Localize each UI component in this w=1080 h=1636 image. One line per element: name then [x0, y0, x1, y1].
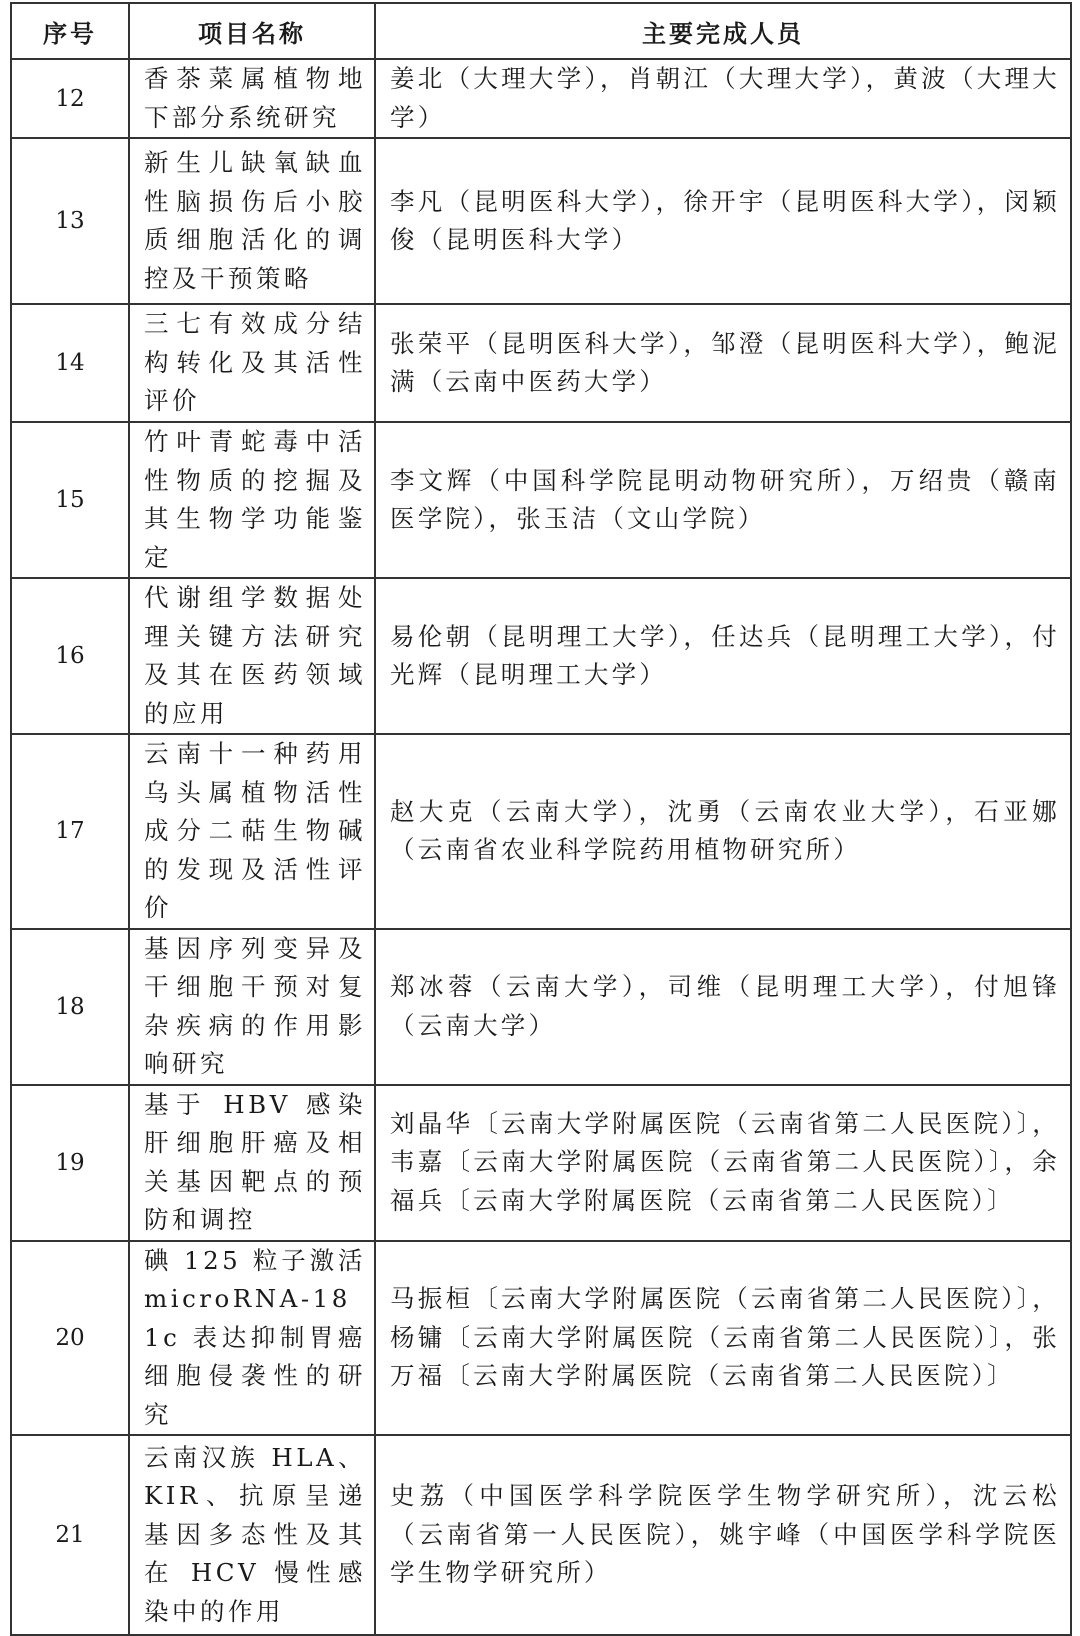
main-personnel: 易伦朝（昆明理工大学），任达兵（昆明理工大学），付光辉（昆明理工大学）	[390, 621, 1060, 689]
table-row	[11, 578, 1071, 734]
table-row	[11, 1085, 1071, 1241]
row-no: 18	[11, 929, 129, 1085]
table-row	[11, 422, 1071, 578]
header-name: 项目名称	[129, 3, 375, 59]
row-no: 14	[11, 304, 129, 422]
award-table	[10, 2, 1072, 1636]
project-name: 三七有效成分结构转化及其活性评价	[144, 309, 366, 416]
project-name: 基于 HBV 感染肝细胞肝癌及相关基因靶点的预防和调控	[144, 1089, 366, 1234]
table-row	[11, 304, 1071, 422]
project-name: 新生儿缺氧缺血性脑损伤后小胶质细胞活化的调控及干预策略	[144, 148, 366, 293]
main-personnel: 郑冰蓉（云南大学），司维（昆明理工大学），付旭锋（云南大学）	[390, 972, 1060, 1040]
table-row	[11, 734, 1071, 929]
main-personnel: 刘晶华〔云南大学附属医院（云南省第二人民医院）〕，韦嘉〔云南大学附属医院（云南省第二人民医院）〕，余福兵〔云南大学附属医院（云南省第二人民医院）〕	[390, 1108, 1060, 1215]
project-name: 代谢组学数据处理关键方法研究及其在医药领域的应用	[144, 583, 366, 728]
table-row	[11, 929, 1071, 1085]
project-name: 云南汉族 HLA、KIR、抗原呈递基因多态性及其在 HCV 慢性感染中的作用	[144, 1442, 366, 1626]
row-no: 12	[11, 59, 129, 138]
project-name: 基因序列变异及干细胞干预对复杂疾病的作用影响研究	[144, 933, 366, 1078]
row-no: 17	[11, 734, 129, 929]
main-personnel: 赵大克（云南大学），沈勇（云南农业大学），石亚娜（云南省农业科学院药用植物研究所）	[390, 796, 1060, 865]
row-no: 15	[11, 422, 129, 578]
row-no: 19	[11, 1085, 129, 1241]
main-personnel: 史荔（中国医学科学院医学生物学研究所），沈云松（云南省第一人民医院），姚宇峰（中国医学科学院医学生物学研究所）	[390, 1481, 1060, 1588]
header-people: 主要完成人员	[375, 3, 1071, 59]
row-no: 20	[11, 1241, 129, 1436]
project-name: 竹叶青蛇毒中活性物质的挖掘及其生物学功能鉴定	[144, 427, 366, 572]
row-no: 21	[11, 1435, 129, 1635]
row-no: 13	[11, 138, 129, 304]
row-no: 16	[11, 578, 129, 734]
table-row	[11, 59, 1071, 138]
main-personnel: 张荣平（昆明医科大学），邹澄（昆明医科大学），鲍泥满（云南中医药大学）	[390, 328, 1060, 396]
main-personnel: 李文辉（中国科学院昆明动物研究所），万绍贵（赣南医学院），张玉洁（文山学院）	[390, 465, 1060, 533]
project-name: 香茶菜属植物地下部分系统研究	[144, 64, 366, 132]
header-row	[11, 3, 1071, 59]
project-name: 云南十一种药用乌头属植物活性成分二萜生物碱的发现及活性评价	[144, 739, 366, 922]
table-row	[11, 1435, 1071, 1635]
project-name: 碘 125 粒子激活 microRNA-181c 表达抑制胃癌细胞侵袭性的研究	[144, 1245, 366, 1429]
table-row	[11, 1241, 1071, 1436]
main-personnel: 李凡（昆明医科大学），徐开宇（昆明医科大学），闵颖俊（昆明医科大学）	[390, 186, 1060, 254]
header-no: 序号	[11, 3, 129, 59]
table-row	[11, 138, 1071, 304]
main-personnel: 姜北（大理大学），肖朝江（大理大学），黄波（大理大学）	[390, 64, 1060, 132]
main-personnel: 马振桓〔云南大学附属医院（云南省第二人民医院）〕，杨镛〔云南大学附属医院（云南省第二人民医院）〕，张万福〔云南大学附属医院（云南省第二人民医院）〕	[390, 1284, 1060, 1390]
